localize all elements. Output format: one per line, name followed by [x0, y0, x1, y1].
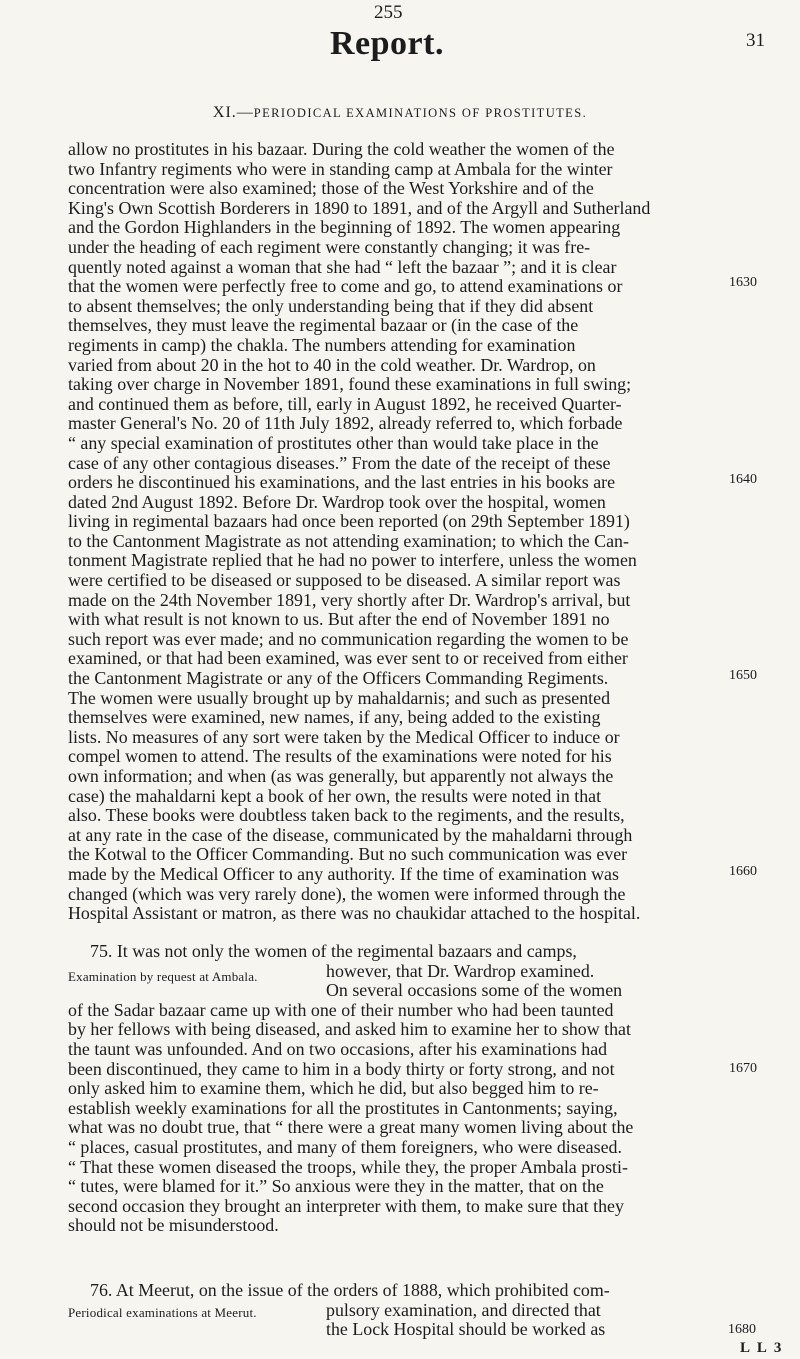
text-line: by her fellows with being diseased, and asked him to examine her to show that [68, 1019, 631, 1040]
text-line: the Cantonment Magistrate or any of the Officers Commanding Regiments. [68, 668, 609, 689]
page-number: 255 [374, 2, 403, 23]
text-line: been discontinued, they came to him in a body thirty or forty strong, and not [68, 1058, 615, 1079]
sidenote-ambala: Examination by request at Ambala. [68, 969, 258, 984]
text-line: made on the 24th November 1891, very shortly after Dr. Wardrop's arrival, but [68, 589, 631, 610]
section-title [0, 104, 800, 122]
text-line: dated 2nd August 1892. Before Dr. Wardrop took over the hospital, women [68, 491, 606, 512]
text-line: quently noted against a woman that she had “ left the bazaar ”; and it is clear [68, 256, 617, 277]
text-line: under the heading of each regiment were constantly changing; it was fre- [68, 236, 591, 257]
text-line: taking over charge in November 1891, found these examinations in full swing; [68, 374, 632, 395]
text-line: the Lock Hospital should be worked as [326, 1319, 606, 1340]
text-line: “ That these women diseased the troops, while they, the proper Ambala prosti- [68, 1156, 628, 1177]
leaf-number: 31 [746, 30, 765, 51]
text-line: allow no prostitutes in his bazaar. During the cold weather the women of the [68, 139, 615, 159]
text-line: however, that Dr. Wardrop examined. [326, 960, 595, 981]
text-line: case of any other contagious diseases.” From the date of the receipt of these [68, 452, 611, 473]
text-line: the Kotwal to the Officer Commanding. But no such communication was ever [68, 844, 628, 865]
text-line: themselves were examined, new names, if any, being added to the existing [68, 707, 601, 728]
text-line: and continued them as before, till, early in August 1892, he received Quarter- [68, 393, 622, 414]
text-line: “ any special examination of prostitutes other than would take place in the [68, 432, 599, 453]
text-line: changed (which was very rarely done), the women were informed through the [68, 883, 626, 904]
text-line: regiments in camp) the chakla. The numbers attending for examination [68, 334, 576, 355]
running-head: Report. [330, 25, 444, 62]
line-number: 1680 [728, 1322, 756, 1337]
text-line: lists. No measures of any sort were taken by the Medical Officer to induce or [68, 726, 620, 747]
text-line: to absent themselves; the only understanding being that if they did absent [68, 295, 594, 316]
text-line: “ places, casual prostitutes, and many of them foreigners, who were diseased. [68, 1136, 622, 1157]
text-line: master General's No. 20 of 11th July 1892, already referred to, which forbade [68, 413, 623, 434]
line-number: 1630 [729, 275, 757, 290]
paragraph-75-body [68, 1001, 722, 1236]
line-number: 1670 [729, 1061, 757, 1076]
text-line: own information; and when (as was generally, but apparently not always the [68, 766, 614, 786]
text-line: varied from about 20 in the hot to 40 in the cold weather. Dr. Wardrop, on [68, 354, 596, 375]
sidenote-meerut: Periodical examinations at Meerut. [68, 1305, 257, 1320]
text-line: with what result is not known to us. But after the end of November 1891 no [68, 609, 610, 630]
text-line: also. These books were doubtless taken back to the regiments, and the results, [68, 805, 625, 826]
text-line: On several occasions some of the women [326, 980, 623, 1001]
text-line: tonment Magistrate replied that he had no power to interfere, unless the women [68, 550, 637, 571]
paragraph-75-first-line [68, 942, 722, 962]
paragraph-75 [68, 942, 722, 1236]
line-number: 1660 [729, 864, 757, 879]
text-line: of the Sadar bazaar came up with one of their number who had been taunted [68, 999, 614, 1020]
text-line: concentration were also examined; those of the West Yorkshire and of the [68, 178, 594, 199]
text-line: case) the mahaldarni kept a book of her own, the results were noted in that [68, 785, 602, 806]
line-number: 1650 [729, 668, 757, 683]
text-line: living in regimental bazaars had once been reported (on 29th September 1891) [68, 511, 630, 532]
paragraph-body [68, 140, 722, 924]
text-line: The women were usually brought up by mahaldarnis; and such as presented [68, 687, 611, 708]
text-line: compel women to attend. The results of the examinations were noted for his [68, 746, 612, 767]
text-line: were certified to be diseased or supposed to be diseased. A similar report was [68, 570, 621, 591]
text-line: pulsory examination, and directed that [326, 1299, 601, 1320]
text-line: establish weekly examinations for all the prostitutes in Cantonments; saying, [68, 1097, 618, 1118]
text-line: two Infantry regiments who were in standing camp at Ambala for the winter [68, 158, 613, 179]
section-number: XI.— [212, 104, 254, 121]
text-line: the taunt was unfounded. And on two occasions, after his examinations had [68, 1038, 608, 1059]
text-line: only asked him to examine them, which he did, but also begged him to re- [68, 1078, 599, 1099]
text-line: such report was ever made; and no communication regarding the women to be [68, 628, 629, 649]
paragraph-76-opening: 76. At Meerut, on the issue of the orders of 1888, which prohibited com- [90, 1280, 610, 1300]
text-line: “ tutes, were blamed for it.” So anxious were they in the matter, that on the [68, 1176, 604, 1197]
text-line: orders he discontinued his examinations, and the last entries in his books are [68, 472, 616, 493]
paragraph-75-opening: 75. It was not only the women of the regimental bazaars and camps, [90, 941, 577, 961]
text-line: what was no doubt true, that “ there were a great many women living about the [68, 1117, 634, 1138]
signature-mark: L L 3 [740, 1340, 784, 1356]
text-line: made by the Medical Officer to any authority. If the time of examination was [68, 863, 619, 884]
text-line: and the Gordon Highlanders in the beginning of 1892. The women appearing [68, 217, 621, 238]
paragraph-continued [68, 140, 722, 924]
text-line: should not be misunderstood. [68, 1215, 279, 1236]
paragraph-76-first-line [68, 1281, 722, 1301]
text-line: Hospital Assistant or matron, as there was no chaukidar attached to the hospital. [68, 903, 641, 924]
text-line: King's Own Scottish Borderers in 1890 to 1891, and of the Argyll and Sutherland [68, 197, 651, 218]
text-line: second occasion they brought an interpreter with them, to make sure that they [68, 1195, 624, 1216]
text-line: that the women were perfectly free to come and go, to attend examinations or [68, 276, 623, 297]
line-number: 1640 [729, 472, 757, 487]
text-line: to the Cantonment Magistrate as not attending examination; to which the Can- [68, 530, 629, 551]
section-title-text: PERIODICAL EXAMINATIONS OF PROSTITUTES. [253, 106, 588, 120]
text-line: themselves, they must leave the regimental bazaar or (in the case of the [68, 315, 579, 336]
text-line: examined, or that had been examined, was ever sent to or received from either [68, 648, 628, 669]
text-line: at any rate in the case of the disease, communicated by the mahaldarni through [68, 824, 633, 845]
